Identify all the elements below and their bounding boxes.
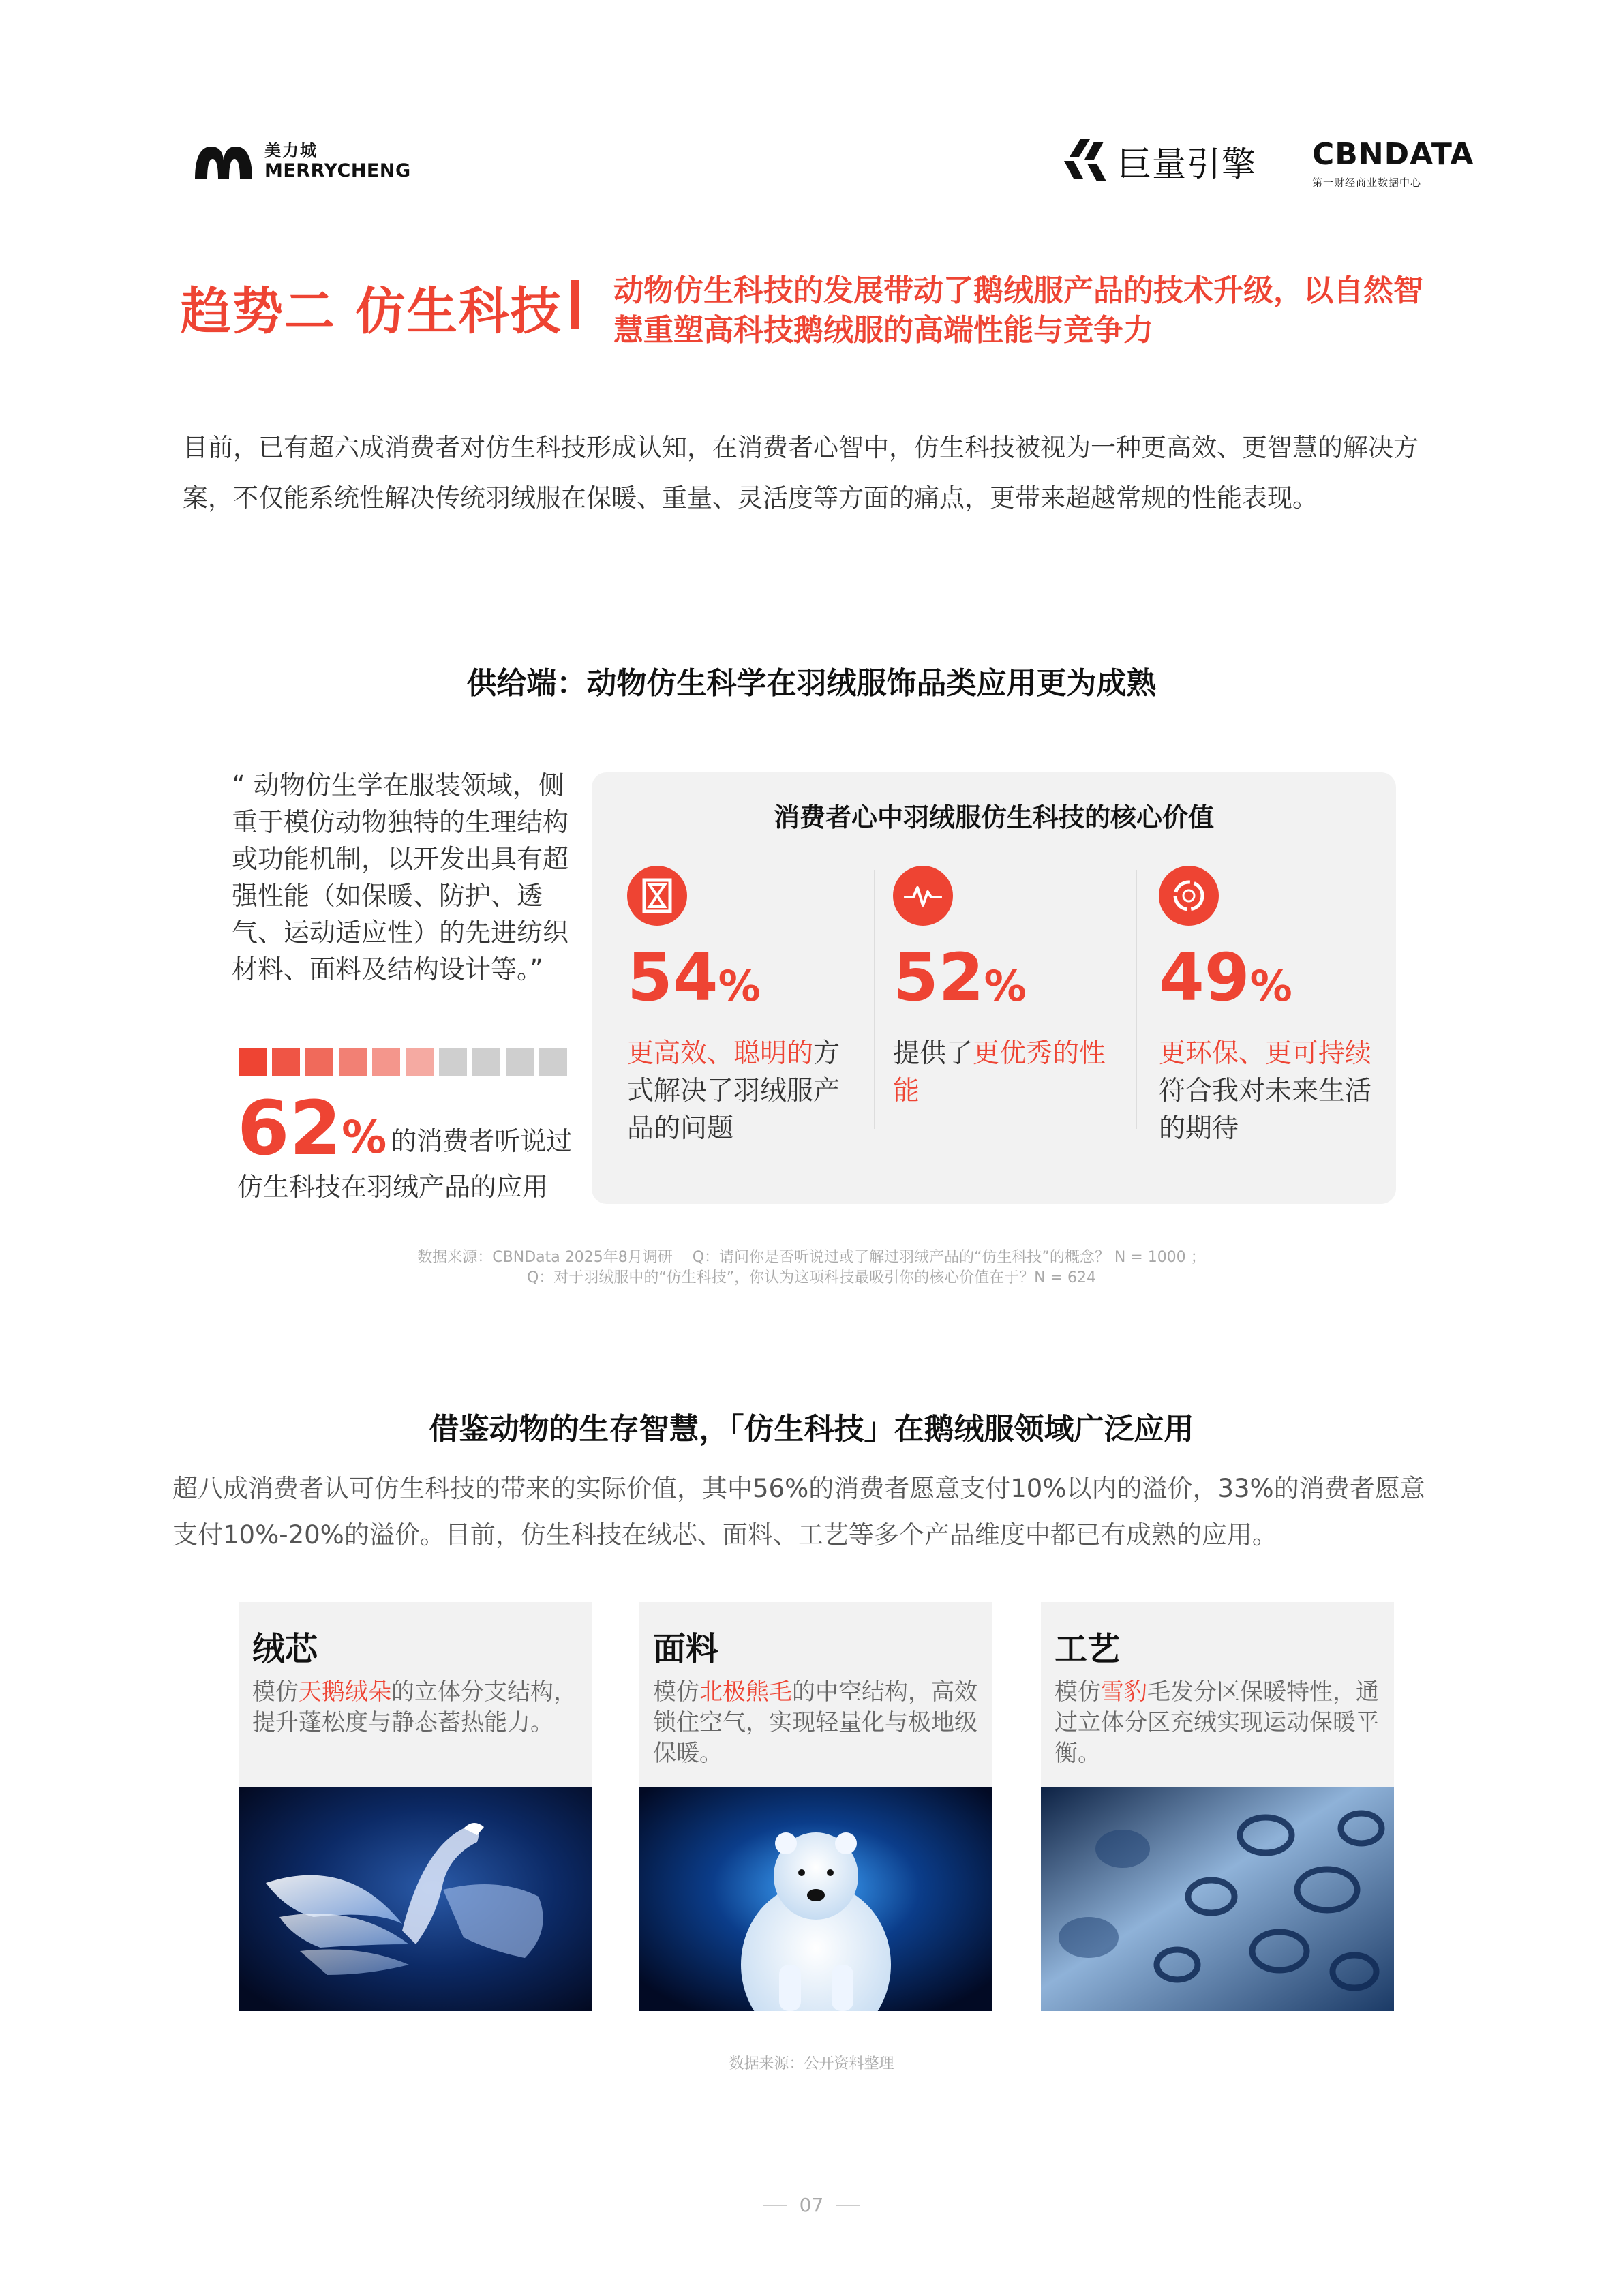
- card-rest: 毛发分区保暖特性，通过立体分区充绒实现运动保暖平衡。: [1055, 1678, 1379, 1767]
- card-craft: [1041, 1602, 1394, 2011]
- section1-title: 供给端：动物仿生科学在羽绒服饰品类应用更为成熟: [466, 666, 1157, 701]
- snow-leopard-image: [1041, 1787, 1394, 2011]
- stat-divider: [874, 870, 875, 1129]
- page-subtitle: 动物仿生科技的发展带动了鹅绒服产品的技术升级，以自然智慧重塑高科技鹅绒服的高端性能与竞争力: [613, 273, 1423, 348]
- page-dash-left: [763, 2205, 787, 2206]
- stat-highlight: 更环保、更可持续: [1159, 1038, 1372, 1069]
- brand1-cn: 美力城: [264, 140, 318, 160]
- brand2-text: 巨量引擎: [1117, 145, 1256, 184]
- title-divider: [571, 280, 579, 329]
- cbndata-logo: [1312, 137, 1474, 190]
- page-number: [0, 2194, 1623, 2216]
- awareness-text-1: 的消费者听说过: [391, 1126, 573, 1156]
- hourglass-icon: [627, 866, 687, 926]
- recycle-icon: [1159, 866, 1219, 926]
- juliang-mark-icon: [1060, 136, 1109, 187]
- stat-value: 49: [1159, 939, 1250, 1016]
- card-pre: 模仿: [1055, 1678, 1101, 1706]
- awareness-square: [439, 1048, 467, 1076]
- card-desc: [252, 1677, 586, 1738]
- stat-divider: [1136, 870, 1137, 1129]
- intro-paragraph: 目前，已有超六成消费者对仿生科技形成认知，在消费者心智中，仿生科技被视为一种更高效、更智慧的解决方案，不仅能系统性解决传统羽绒服在保暖、重量、灵活度等方面的痛点，更带来超越常规的性能表现。: [183, 433, 1419, 513]
- awareness-squares: [239, 1048, 567, 1076]
- stat-card-performance: [893, 866, 1132, 1110]
- card-title: 工艺: [1055, 1630, 1121, 1668]
- section2-intro: 超八成消费者认可仿生科技的带来的实际价值，其中56%的消费者愿意支付10%以内的溢价，33%的消费者愿意支付10%-20%的溢价。目前，仿生科技在绒芯、面料、工艺等多个产品维度中都已有成熟的应用。: [172, 1474, 1425, 1550]
- core-value-title: 消费者心中羽绒服仿生科技的核心价值: [773, 802, 1214, 832]
- card-title: 绒芯: [252, 1630, 318, 1668]
- merrycheng-mark-icon: [192, 140, 255, 182]
- card-highlight: 北极熊毛: [699, 1678, 792, 1706]
- stat-desc: [1159, 1035, 1397, 1147]
- stat-rest: 符合我对未来生活的期待: [1159, 1076, 1372, 1144]
- awareness-square: [239, 1048, 267, 1076]
- awareness-square: [305, 1048, 333, 1076]
- stat-card-efficiency: [627, 866, 866, 1147]
- stat-card-sustainable: [1159, 866, 1397, 1147]
- source-line-1: 数据来源：CBNData 2025年8月调研 Q：请问你是否听说过或了解过羽绒产品的“仿生科技”的概念？ N = 1000 ；: [417, 1249, 1206, 1266]
- stat-pct: %: [718, 961, 761, 1011]
- page-number-text: 07: [799, 2194, 824, 2216]
- awareness-square: [472, 1048, 500, 1076]
- card-highlight: 天鹅绒朵: [299, 1678, 391, 1706]
- card-pre: 模仿: [653, 1678, 699, 1706]
- stat-desc: [893, 1035, 1132, 1110]
- juliang-logo: [1060, 136, 1256, 187]
- card-fabric: [639, 1602, 992, 2011]
- awareness-text-2: 仿生科技在羽绒产品的应用: [237, 1172, 549, 1202]
- brand3-en: CBNDATA: [1312, 137, 1474, 172]
- brand1-en: MERRYCHENG: [264, 160, 411, 181]
- stat-pre: 提供了: [893, 1038, 973, 1069]
- card-pre: 模仿: [252, 1678, 299, 1706]
- stat-pct: %: [1249, 961, 1292, 1011]
- card-down-core: [239, 1602, 592, 2011]
- awareness-square: [539, 1048, 567, 1076]
- card-rest: 的中空结构，高效锁住空气，实现轻量化与极地级保暖。: [653, 1678, 977, 1767]
- card-title: 面料: [653, 1630, 719, 1668]
- awareness-stat: [237, 1085, 573, 1172]
- stat-pct: %: [984, 961, 1027, 1011]
- awareness-square: [372, 1048, 400, 1076]
- pulse-icon: [893, 866, 953, 926]
- awareness-square: [272, 1048, 300, 1076]
- stat-value: 54: [627, 939, 718, 1016]
- stat-value: 52: [893, 939, 984, 1016]
- source-line-2: Q：对于羽绒服中的“仿生科技”，你认为这项科技最吸引你的核心价值在于？N = 624: [527, 1269, 1096, 1286]
- stat-rest: 方式解决了羽绒服产品的问题: [627, 1038, 840, 1144]
- page-dash-right: [836, 2205, 860, 2206]
- swan-image: [239, 1787, 592, 2011]
- section2-title: 借鉴动物的生存智慧，「仿生科技」在鹅绒服领域广泛应用: [429, 1412, 1194, 1447]
- brand3-cn: 第一财经商业数据中心: [1312, 177, 1422, 189]
- bionics-quote: “ 动物仿生学在服装领域，侧重于模仿动物独特的生理结构或功能机制，以开发出具有超强性能（如保暖、防护、透气、运动适应性）的先进纺织材料、面料及结构设计等。”: [232, 770, 569, 984]
- stat-highlight: 更高效、聪明的: [627, 1038, 814, 1069]
- card-highlight: 雪豹: [1101, 1678, 1147, 1706]
- awareness-value: 62: [237, 1085, 342, 1172]
- source-note-1: [0, 1248, 1623, 1288]
- merrycheng-logo: [192, 140, 411, 182]
- stat-highlight: 更优秀的性能: [893, 1038, 1106, 1106]
- awareness-square: [406, 1048, 434, 1076]
- awareness-square: [339, 1048, 367, 1076]
- source-note-2: 数据来源：公开资料整理: [729, 2055, 894, 2072]
- page-title: 趋势二 仿生科技: [181, 282, 562, 341]
- card-desc: [653, 1677, 987, 1769]
- polar-bear-image: [639, 1787, 992, 2011]
- card-rest: 的立体分支结构，提升蓬松度与静态蓄热能力。: [252, 1678, 577, 1736]
- stat-desc: [627, 1035, 866, 1147]
- card-desc: [1055, 1677, 1389, 1769]
- awareness-pct: %: [342, 1111, 387, 1164]
- awareness-square: [506, 1048, 534, 1076]
